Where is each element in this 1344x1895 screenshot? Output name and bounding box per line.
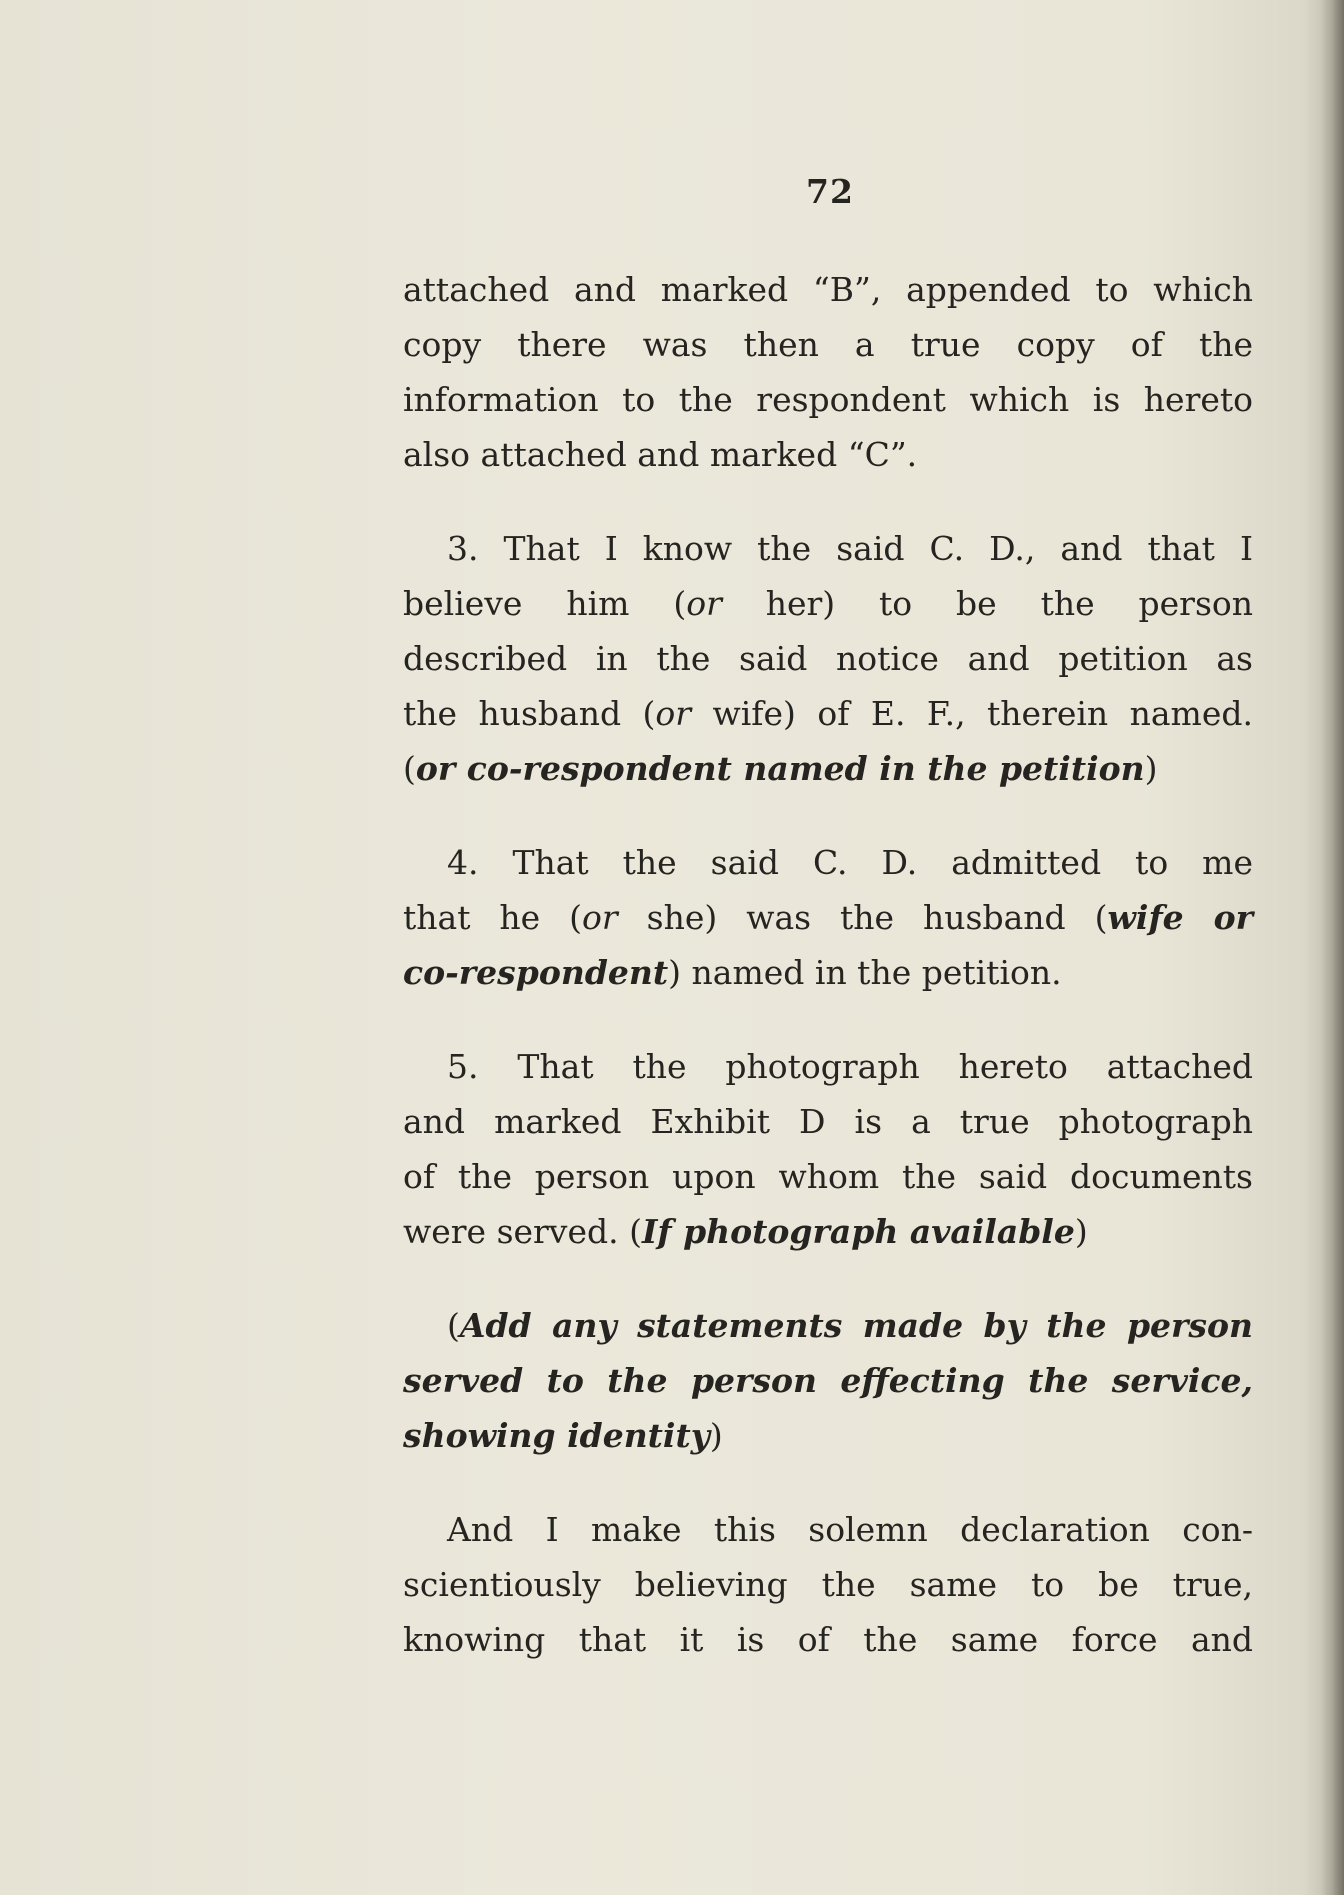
paragraph-3-line-4 xyxy=(403,686,1253,741)
text-run: were served. ( xyxy=(403,1212,642,1251)
paragraph-5-line-4 xyxy=(403,1204,1253,1259)
paragraph-3-line-1: 3. That I know the said C. D., and that I xyxy=(447,529,1253,568)
italic-run: co-respondent xyxy=(403,953,669,992)
paragraph-4-line-1: 4. That the said C. D. admitted to me xyxy=(447,843,1253,882)
paragraph-1-line-2: copy there was then a true copy of the xyxy=(403,325,1253,364)
paragraph-gap xyxy=(403,1000,1253,1039)
text-run: ) xyxy=(709,1416,723,1455)
paragraph-1-line-1: attached and marked “B”, appended to which xyxy=(403,270,1253,309)
instruction-line-1 xyxy=(403,1298,1253,1353)
italic-run: or xyxy=(686,584,722,623)
italic-run: showing identity xyxy=(403,1416,710,1455)
paragraph-3-line-5 xyxy=(403,741,1253,796)
declaration-line-1: And I make this solemn declaration con- xyxy=(447,1510,1253,1549)
paragraph-gap xyxy=(403,796,1253,835)
paragraph-1-line-4: also attached and marked “C”. xyxy=(403,435,918,474)
declaration-line-2: scientiously believing the same to be true, xyxy=(403,1565,1253,1604)
paragraph-1-line-3: information to the respondent which is hereto xyxy=(403,380,1253,419)
paragraph-5-line-1: 5. That the photograph hereto attached xyxy=(447,1047,1253,1086)
declaration-line-3: knowing that it is of the same force and xyxy=(403,1620,1253,1659)
paragraph-3-line-2 xyxy=(403,576,1253,631)
text-run: believe him ( xyxy=(403,584,687,623)
text-run: that he ( xyxy=(403,898,583,937)
paragraph-5-line-3: of the person upon whom the said documents xyxy=(403,1157,1253,1196)
text-run: ( xyxy=(403,749,416,788)
text-run: her) to be the person xyxy=(721,584,1253,623)
text-run: the husband ( xyxy=(403,694,656,733)
paragraph-5-line-2: and marked Exhibit D is a true photograph xyxy=(403,1102,1253,1141)
text-run: ) named in the petition. xyxy=(668,953,1062,992)
italic-run: wife or xyxy=(1107,898,1254,937)
page-number: 72 xyxy=(806,172,854,211)
paragraph-gap xyxy=(403,482,1253,521)
paragraph-4-line-2 xyxy=(403,890,1253,945)
text-run: ) xyxy=(1144,749,1158,788)
italic-run: or co-respondent named in the petition xyxy=(415,749,1145,788)
text-run: ) xyxy=(1074,1212,1088,1251)
page-body xyxy=(403,262,1253,1667)
text-run: ( xyxy=(447,1306,460,1345)
paragraph-gap xyxy=(403,1463,1253,1502)
italic-run: or xyxy=(582,898,618,937)
italic-run: or xyxy=(655,694,692,733)
text-run: wife) of E. F., therein named. xyxy=(691,694,1253,733)
italic-run: Add any statements made by the person xyxy=(459,1306,1253,1345)
text-run: she) was the husband ( xyxy=(617,898,1108,937)
paragraph-gap xyxy=(403,1259,1253,1298)
instruction-line-2: served to the person effecting the service, xyxy=(403,1361,1253,1400)
page-binding-shadow xyxy=(1320,0,1344,1895)
paragraph-4-line-3 xyxy=(403,945,1253,1000)
instruction-line-3 xyxy=(403,1408,1253,1463)
paragraph-3-line-3: described in the said notice and petition as xyxy=(403,639,1253,678)
italic-run: If photograph available xyxy=(641,1212,1075,1251)
